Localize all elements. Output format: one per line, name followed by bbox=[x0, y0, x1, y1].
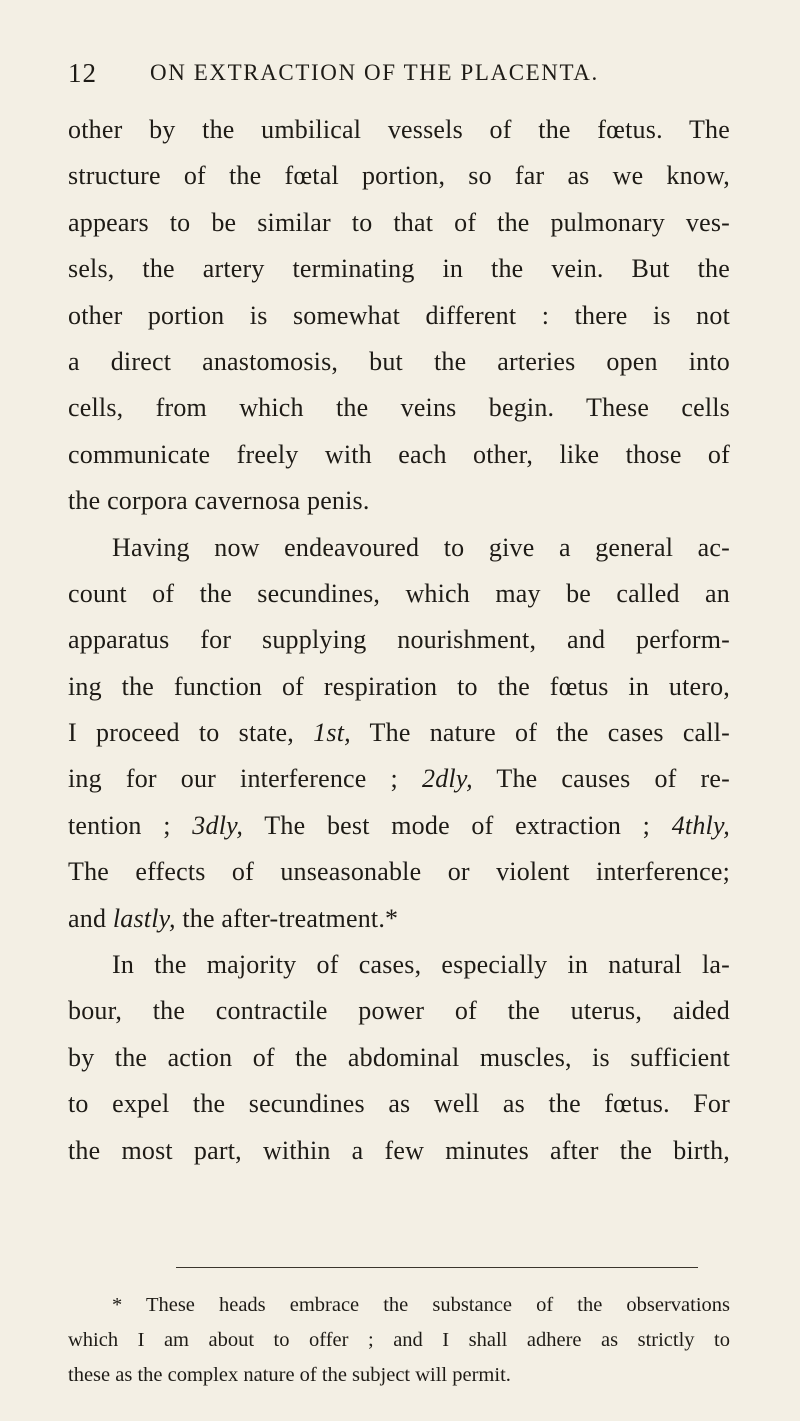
text-segment: I proceed to state, bbox=[68, 718, 294, 748]
footnote bbox=[68, 1288, 730, 1393]
text-line: to expel the secundines as well as the fœtus. For bbox=[68, 1089, 730, 1119]
body-text bbox=[68, 107, 730, 1174]
footnote-divider bbox=[176, 1267, 698, 1268]
page-number: 12 bbox=[68, 58, 97, 88]
text-line bbox=[68, 710, 730, 756]
text-segment: The best mode of extraction ; bbox=[264, 810, 651, 840]
text-line: cells, from which the veins begin. These cells bbox=[68, 393, 730, 423]
text-segment: The nature of the cases call- bbox=[369, 718, 730, 748]
text-segment: The causes of re- bbox=[496, 764, 731, 794]
enumeration-italic: 2dly, bbox=[422, 764, 473, 794]
footnote-line: * These heads embrace the substance of the observations bbox=[112, 1294, 730, 1316]
enumeration-italic: 1st, bbox=[313, 718, 351, 748]
text-line bbox=[68, 896, 730, 942]
text-line: Having now endeavoured to give a general ac- bbox=[112, 532, 730, 562]
text-line: the corpora cavernosa penis. bbox=[68, 486, 370, 516]
text-segment: tention ; bbox=[68, 810, 171, 840]
running-head bbox=[68, 58, 728, 94]
enumeration-italic: lastly, bbox=[112, 903, 176, 933]
running-title: ON EXTRACTION OF THE PLACENTA. bbox=[150, 60, 599, 85]
text-line: by the action of the abdominal muscles, is sufficient bbox=[68, 1042, 730, 1072]
text-line: other portion is somewhat different : there is not bbox=[68, 300, 730, 330]
footnote-line: these as the complex nature of the subject will permit. bbox=[68, 1364, 511, 1386]
text-line: communicate freely with each other, like those of bbox=[68, 439, 730, 469]
text-line: sels, the artery terminating in the vein. But the bbox=[68, 254, 730, 284]
text-line: structure of the fœtal portion, so far as we know, bbox=[68, 161, 730, 191]
text-segment: ing for our interference ; bbox=[68, 764, 398, 794]
text-line: ing the function of respiration to the fœtus in utero, bbox=[68, 671, 730, 701]
text-line: a direct anastomosis, but the arteries open into bbox=[68, 346, 730, 376]
text-line: bour, the contractile power of the uterus, aided bbox=[68, 996, 730, 1026]
text-line: appears to be similar to that of the pulmonary ves- bbox=[68, 207, 730, 237]
text-line: count of the secundines, which may be called an bbox=[68, 578, 730, 608]
footnote-line: which I am about to offer ; and I shall adhere as strictly to bbox=[68, 1329, 730, 1351]
enumeration-italic: 3dly, bbox=[192, 810, 244, 840]
text-line: In the majority of cases, especially in natural la- bbox=[112, 950, 730, 980]
text-line: the most part, within a few minutes after the birth, bbox=[68, 1135, 730, 1165]
text-segment: and bbox=[68, 903, 107, 933]
text-line: The effects of unseasonable or violent interference; bbox=[68, 857, 730, 887]
text-line: other by the umbilical vessels of the fœtus. The bbox=[68, 115, 730, 144]
text-line bbox=[68, 803, 730, 849]
text-line bbox=[68, 756, 730, 802]
text-segment: the after-treatment.* bbox=[182, 903, 399, 933]
text-line: apparatus for supplying nourishment, and perform- bbox=[68, 625, 730, 655]
enumeration-italic: 4thly, bbox=[671, 810, 730, 840]
